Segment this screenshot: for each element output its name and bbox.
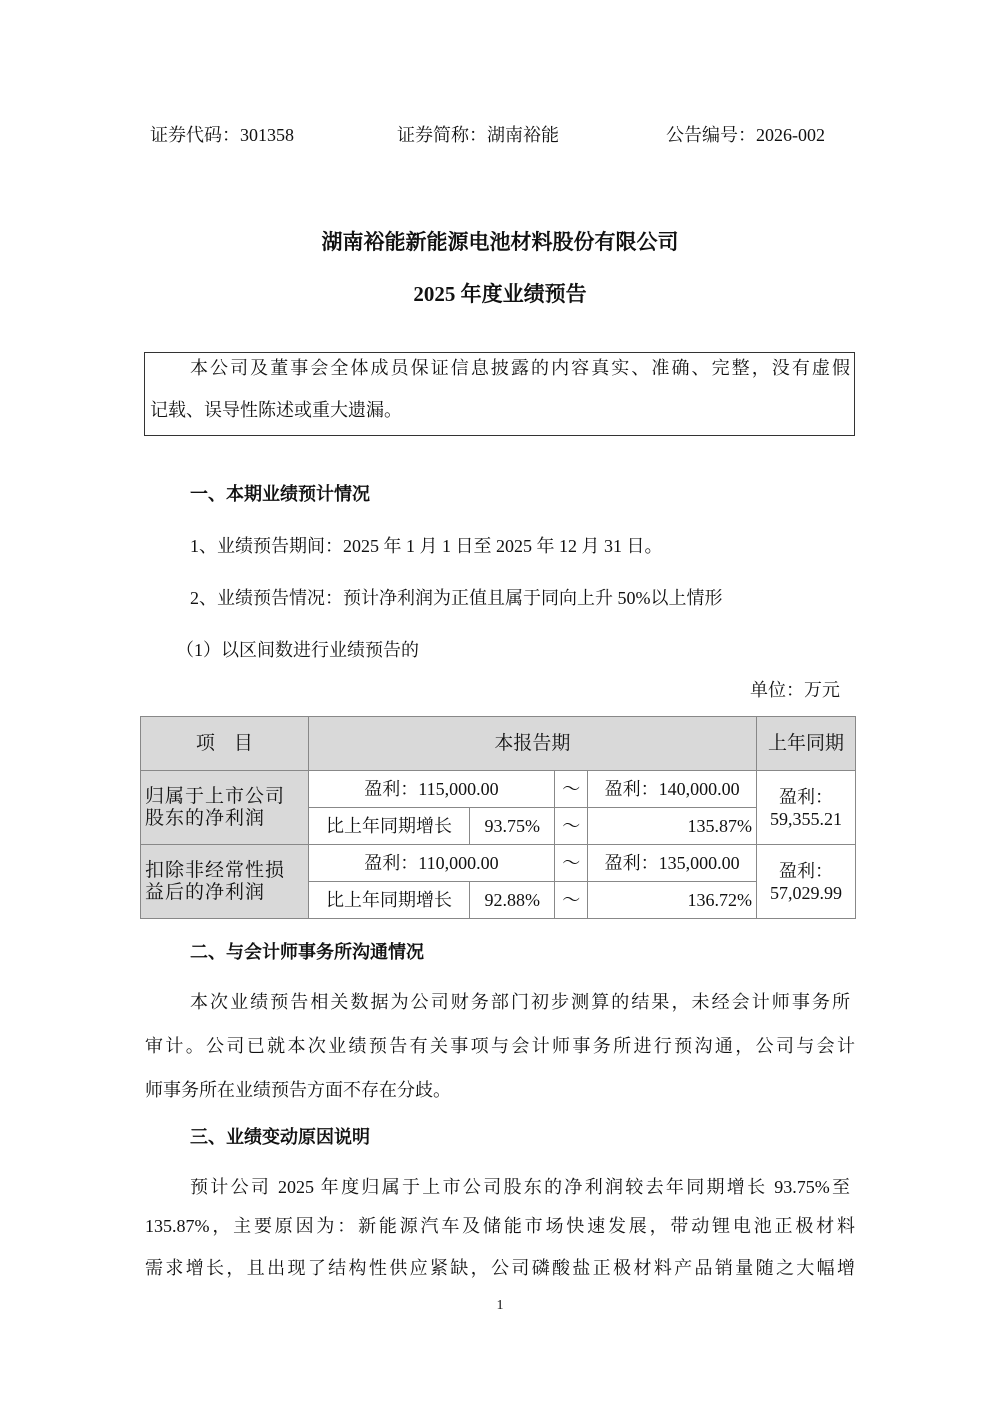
security-short-name: 证券简称：湖南裕能: [397, 125, 559, 145]
growth-low: 93.75%: [470, 808, 555, 845]
tilde: ～: [555, 882, 588, 919]
growth-high: 135.87%: [588, 808, 757, 845]
page-number: 1: [496, 1298, 504, 1313]
paragraph-line: 需求增长，且出现了结构性供应紧缺，公司磷酸盐正极材料产品销量随之大幅增: [145, 1258, 855, 1278]
profit-high: 盈利：140,000.00: [588, 771, 757, 808]
document-subtitle: 2025 年度业绩预告: [413, 282, 587, 306]
tilde: ～: [555, 845, 588, 882]
forecast-situation: 2、业绩预告情况：预计净利润为正值且属于同向上升 50%以上情形: [190, 588, 723, 608]
paragraph-line: 本次业绩预告相关数据为公司财务部门初步测算的结果，未经会计师事务所: [190, 992, 850, 1012]
growth-label: 比上年同期增长: [308, 882, 470, 919]
unit-label: 单位：万元: [750, 680, 840, 700]
table-row: [141, 845, 856, 882]
section-heading: 二、与会计师事务所沟通情况: [190, 942, 424, 962]
growth-label: 比上年同期增长: [308, 808, 470, 845]
paragraph-line: 135.87%，主要原因为：新能源汽车及储能市场快速发展，带动锂电池正极材料: [145, 1216, 855, 1236]
prior-label: 盈利：: [779, 786, 833, 807]
profit-high: 盈利：135,000.00: [588, 845, 757, 882]
prior-profit: [757, 845, 856, 919]
security-code: 证券代码：301358: [150, 125, 294, 145]
prior-value: 57,029.99: [770, 882, 842, 903]
forecast-type: （1）以区间数进行业绩预告的: [176, 640, 419, 660]
growth-high: 136.72%: [588, 882, 757, 919]
tilde: ～: [555, 771, 588, 808]
disclaimer-line: 记载、误导性陈述或重大遗漏。: [150, 400, 402, 420]
row-label: 归属于上市公司股东的净利润: [141, 771, 309, 845]
paragraph-line: 审计。公司已就本次业绩预告有关事项与会计师事务所进行预沟通，公司与会计: [145, 1036, 855, 1056]
table-header-row: [141, 717, 856, 771]
header-item: 项 目: [141, 717, 309, 771]
tilde: ～: [555, 808, 588, 845]
document-title: 湖南裕能新能源电池材料股份有限公司: [321, 230, 679, 254]
profit-low: 盈利：115,000.00: [308, 771, 555, 808]
header-current-period: 本报告期: [308, 717, 756, 771]
table-row: [141, 771, 856, 808]
row-label: 扣除非经常性损益后的净利润: [141, 845, 309, 919]
forecast-period: 1、业绩预告期间：2025 年 1 月 1 日至 2025 年 12 月 31 日。: [190, 536, 663, 556]
prior-value: 59,355.21: [770, 808, 842, 829]
disclaimer-line: 本公司及董事会全体成员保证信息披露的内容真实、准确、完整，没有虚假: [190, 358, 850, 378]
notice-number: 公告编号：2026-002: [666, 125, 825, 145]
prior-label: 盈利：: [779, 860, 833, 881]
forecast-table: [140, 716, 856, 919]
profit-low: 盈利：110,000.00: [308, 845, 555, 882]
paragraph-line: 预计公司 2025 年度归属于上市公司股东的净利润较去年同期增长 93.75%至: [190, 1177, 850, 1197]
section-heading: 一、本期业绩预计情况: [190, 484, 370, 504]
paragraph-line: 师事务所在业绩预告方面不存在分歧。: [145, 1080, 451, 1100]
section-heading: 三、业绩变动原因说明: [190, 1127, 370, 1147]
growth-low: 92.88%: [470, 882, 555, 919]
header-prior-period: 上年同期: [757, 717, 856, 771]
prior-profit: [757, 771, 856, 845]
